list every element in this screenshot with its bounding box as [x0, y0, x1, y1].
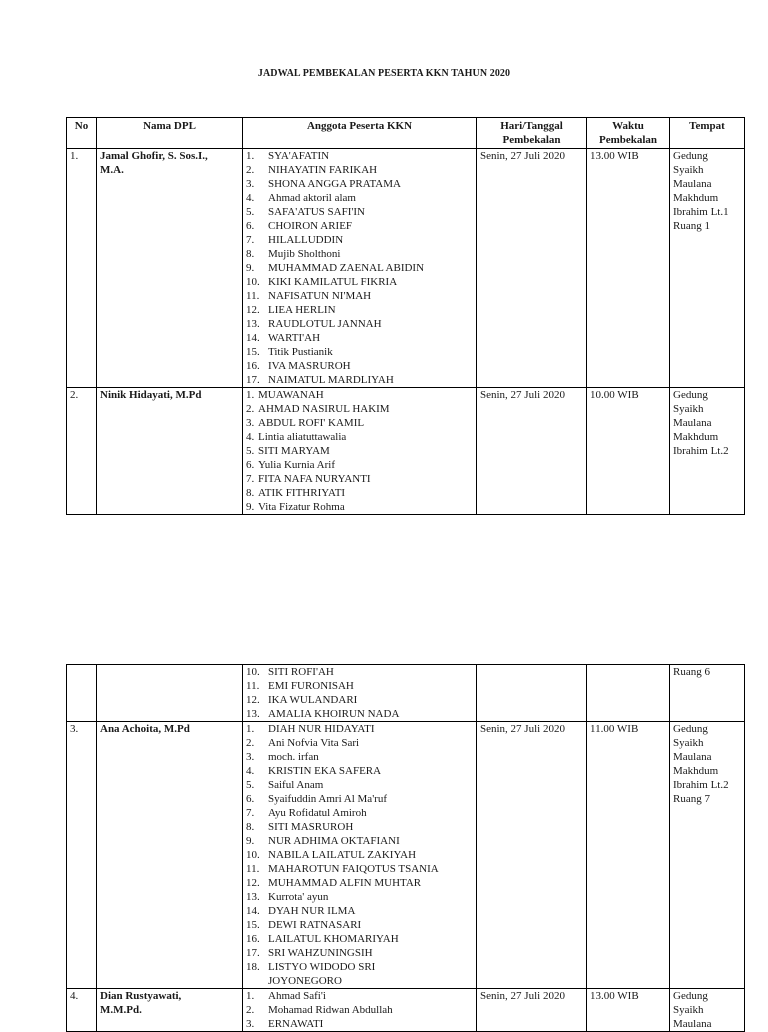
dpl-name [97, 149, 243, 388]
member-name: DIAH NUR HIDAYATI [268, 723, 375, 735]
list-item [246, 430, 473, 444]
members-cell [243, 989, 477, 1032]
member-list [246, 989, 473, 1031]
member-number: 3. [246, 417, 255, 429]
member-number: 15. [246, 919, 260, 931]
list-item [246, 946, 473, 960]
member-name: IKA WULANDARI [268, 694, 358, 706]
row-number [67, 665, 97, 722]
member-number: 12. [246, 694, 260, 706]
list-item [246, 289, 473, 303]
list-item [246, 345, 473, 359]
list-item [246, 1017, 473, 1031]
member-number: 12. [246, 877, 260, 889]
member-number: 18. [246, 961, 260, 973]
header-time-line1: Waktu [612, 120, 644, 132]
place-line: Syaikh [673, 737, 704, 749]
member-number: 16. [246, 933, 260, 945]
dpl-name-line1: Dian Rustyawati, [100, 990, 182, 1002]
header-members: Anggota Peserta KKN [243, 118, 477, 149]
list-item [246, 834, 473, 848]
place-line: Maulana [673, 751, 712, 763]
list-item [246, 679, 473, 693]
member-name: MUAWANAH [258, 389, 324, 401]
dpl-name-line2: M.M.Pd. [100, 1004, 142, 1016]
table-row [67, 722, 745, 989]
place-line: Ruang 1 [673, 220, 710, 232]
member-number: 10. [246, 849, 260, 861]
list-item [246, 1003, 473, 1017]
place-line: Makhdum [673, 431, 719, 443]
schedule-table-page-2 [66, 664, 745, 1032]
header-place: Tempat [670, 118, 745, 149]
member-number: 3. [246, 751, 255, 763]
day-cell: Senin, 27 Juli 2020 [477, 388, 587, 515]
list-item [246, 373, 473, 387]
member-name: RAUDLOTUL JANNAH [268, 318, 382, 330]
list-item [246, 261, 473, 275]
member-name: Vita Fizatur Rohma [258, 501, 345, 513]
place-line: Syaikh [673, 164, 704, 176]
list-item [246, 205, 473, 219]
member-name: Syaifuddin Amri Al Ma'ruf [268, 793, 388, 805]
dpl-name [97, 665, 243, 722]
day-cell: Senin, 27 Juli 2020 [477, 149, 587, 388]
member-number: 1. [246, 723, 255, 735]
row-number: 3. [67, 722, 97, 989]
member-number: 2. [246, 403, 255, 415]
member-name: moch. irfan [268, 751, 319, 763]
header-day-line2: Pembekalan [502, 134, 561, 146]
member-number: 6. [246, 220, 255, 232]
place-line: Maulana [673, 417, 712, 429]
header-day [477, 118, 587, 149]
member-name: EMI FURONISAH [268, 680, 354, 692]
list-item [246, 848, 473, 862]
member-name: Ahmad Safi'i [268, 990, 326, 1002]
member-number: 11. [246, 290, 260, 302]
member-name: DEWI RATNASARI [268, 919, 362, 931]
member-number: 2. [246, 164, 255, 176]
list-item [246, 792, 473, 806]
member-name: LIEA HERLIN [268, 304, 336, 316]
member-name: Ahmad aktoril alam [268, 192, 356, 204]
member-number: 3. [246, 1018, 255, 1030]
time-cell [587, 665, 670, 722]
member-list [246, 665, 473, 721]
member-name: JOYONEGORO [268, 975, 342, 987]
list-item [246, 359, 473, 373]
member-name: Kurrota' ayun [268, 891, 329, 903]
member-number: 10. [246, 666, 260, 678]
row-number: 2. [67, 388, 97, 515]
place-line: Maulana [673, 178, 712, 190]
table-row [67, 989, 745, 1032]
member-number: 2. [246, 1004, 255, 1016]
list-item [246, 331, 473, 345]
member-name: MUHAMMAD ALFIN MUHTAR [268, 877, 422, 889]
place-line: Makhdum [673, 192, 719, 204]
member-number: 7. [246, 807, 255, 819]
member-name: NUR ADHIMA OKTAFIANI [268, 835, 400, 847]
list-item [246, 500, 473, 514]
member-list [246, 149, 473, 387]
member-name: KRISTIN EKA SAFERA [268, 765, 382, 777]
place-line: Ruang 6 [673, 666, 710, 678]
member-name: WARTI'AH [268, 332, 321, 344]
member-name: Ayu Rofidatul Amiroh [268, 807, 367, 819]
list-item [246, 806, 473, 820]
time-cell: 11.00 WIB [587, 722, 670, 989]
list-item [246, 820, 473, 834]
header-day-line1: Hari/Tanggal [500, 120, 563, 132]
list-item [246, 219, 473, 233]
header-time [587, 118, 670, 149]
list-item [246, 247, 473, 261]
member-name: Ani Nofvia Vita Sari [268, 737, 360, 749]
member-number: 1. [246, 990, 255, 1002]
member-name: Lintia aliatuttawalia [258, 431, 347, 443]
member-number: 3. [246, 178, 255, 190]
member-number: 13. [246, 708, 260, 720]
member-number: 7. [246, 473, 255, 485]
member-number: 8. [246, 487, 255, 499]
member-name: MUHAMMAD ZAENAL ABIDIN [268, 262, 425, 274]
member-name: MAHAROTUN FAIQOTUS TSANIA [268, 863, 439, 875]
list-item [246, 163, 473, 177]
list-item [246, 444, 473, 458]
table-row [67, 665, 745, 722]
member-name: Saiful Anam [268, 779, 324, 791]
dpl-name [97, 989, 243, 1032]
member-name: AHMAD NASIRUL HAKIM [258, 403, 390, 415]
member-name: KIKI KAMILATUL FIKRIA [268, 276, 398, 288]
member-number: 11. [246, 863, 260, 875]
list-item [246, 778, 473, 792]
list-item [246, 693, 473, 707]
header-no: No [67, 118, 97, 149]
dpl-name-line1: Ana Achoita, M.Pd [100, 723, 190, 735]
member-name: LAILATUL KHOMARIYAH [268, 933, 399, 945]
member-name: SITI ROFI'AH [268, 666, 334, 678]
day-cell: Senin, 27 Juli 2020 [477, 722, 587, 989]
place-line: Syaikh [673, 1004, 704, 1016]
member-number: 10. [246, 276, 260, 288]
list-item [246, 275, 473, 289]
member-name: SITI MASRUROH [268, 821, 354, 833]
list-item [246, 890, 473, 904]
list-item [246, 707, 473, 721]
time-cell: 13.00 WIB [587, 149, 670, 388]
member-number: 5. [246, 206, 255, 218]
member-number: 5. [246, 445, 255, 457]
member-name: SAFA'ATUS SAFI'IN [268, 206, 365, 218]
list-item [246, 736, 473, 750]
document-title: JADWAL PEMBEKALAN PESERTA KKN TAHUN 2020 [257, 68, 511, 79]
dpl-name-line1: Jamal Ghofir, S. Sos.I., [100, 150, 208, 162]
dpl-name-line2: M.A. [100, 164, 124, 176]
list-item [246, 416, 473, 430]
members-cell [243, 665, 477, 722]
list-item [246, 303, 473, 317]
member-name: NIHAYATIN FARIKAH [268, 164, 378, 176]
member-number: 6. [246, 793, 255, 805]
list-item [246, 876, 473, 890]
list-item [246, 932, 473, 946]
day-cell [477, 665, 587, 722]
member-number: 13. [246, 318, 260, 330]
member-number: 8. [246, 821, 255, 833]
dpl-name [97, 388, 243, 515]
member-number: 16. [246, 360, 260, 372]
list-item [246, 904, 473, 918]
member-name: FITA NAFA NURYANTI [258, 473, 371, 485]
member-number: 1. [246, 389, 255, 401]
member-number: 17. [246, 374, 260, 386]
members-cell [243, 388, 477, 515]
member-number: 14. [246, 905, 260, 917]
member-name: Yulia Kurnia Arif [258, 459, 335, 471]
member-number: 8. [246, 248, 255, 260]
members-cell [243, 149, 477, 388]
member-name: HILALLUDDIN [268, 234, 344, 246]
list-item [246, 918, 473, 932]
list-item [246, 317, 473, 331]
list-item [246, 402, 473, 416]
member-number: 9. [246, 262, 255, 274]
list-item [246, 458, 473, 472]
member-number: 2. [246, 737, 255, 749]
row-number: 4. [67, 989, 97, 1032]
table-row [67, 149, 745, 388]
member-number: 14. [246, 332, 260, 344]
member-number: 12. [246, 304, 260, 316]
member-name: SRI WAHZUNINGSIH [268, 947, 373, 959]
place-line: Syaikh [673, 403, 704, 415]
place-cell [670, 722, 745, 989]
member-name: SHONA ANGGA PRATAMA [268, 178, 401, 190]
place-cell [670, 665, 745, 722]
member-name: NAFISATUN NI'MAH [268, 290, 372, 302]
member-name: NAIMATUL MARDLIYAH [268, 374, 394, 386]
member-number: 7. [246, 234, 255, 246]
member-number: 17. [246, 947, 260, 959]
place-line: Makhdum [673, 765, 719, 777]
place-line: Ruang 7 [673, 793, 710, 805]
member-number: 13. [246, 891, 260, 903]
list-item [246, 472, 473, 486]
list-item [246, 486, 473, 500]
list-item [246, 177, 473, 191]
place-line: Ibrahim Lt.2 [673, 445, 729, 457]
place-cell [670, 388, 745, 515]
list-item [246, 862, 473, 876]
place-cell [670, 989, 745, 1032]
member-number: 1. [246, 150, 255, 162]
list-item [246, 722, 473, 736]
members-cell [243, 722, 477, 989]
schedule-table-page-1 [66, 117, 745, 515]
dpl-name-line1: Ninik Hidayati, M.Pd [100, 389, 202, 401]
table-header-row [67, 118, 745, 149]
member-name: AMALIA KHOIRUN NADA [268, 708, 400, 720]
row-number: 1. [67, 149, 97, 388]
member-number: 15. [246, 346, 260, 358]
member-number: 4. [246, 192, 255, 204]
place-cell [670, 149, 745, 388]
table-row [67, 388, 745, 515]
list-item [246, 665, 473, 679]
member-name: IVA MASRUROH [268, 360, 351, 372]
place-line: Gedung [673, 150, 708, 162]
list-item [246, 750, 473, 764]
dpl-name [97, 722, 243, 989]
place-line: Maulana [673, 1018, 712, 1030]
list-item [246, 149, 473, 163]
place-line: Gedung [673, 389, 708, 401]
member-number: 11. [246, 680, 260, 692]
member-name: Mohamad Ridwan Abdullah [268, 1004, 393, 1016]
member-name: LISTYO WIDODO SRI [268, 961, 376, 973]
member-number: 4. [246, 765, 255, 777]
member-name: ATIK FITHRIYATI [258, 487, 346, 499]
list-item [246, 764, 473, 778]
member-number: 5. [246, 779, 255, 791]
list-item [246, 233, 473, 247]
list-item-continuation [246, 974, 473, 988]
member-list [246, 388, 473, 514]
list-item [246, 960, 473, 974]
list-item [246, 388, 473, 402]
member-name: SITI MARYAM [258, 445, 330, 457]
member-name: SYA'AFATIN [268, 150, 330, 162]
day-cell: Senin, 27 Juli 2020 [477, 989, 587, 1032]
time-cell: 10.00 WIB [587, 388, 670, 515]
list-item [246, 191, 473, 205]
place-line: Ibrahim Lt.1 [673, 206, 729, 218]
member-name: ABDUL ROFI' KAMIL [258, 417, 365, 429]
member-name: CHOIRON ARIEF [268, 220, 353, 232]
member-name: Mujib Sholthoni [268, 248, 341, 260]
member-number: 6. [246, 459, 255, 471]
member-name: DYAH NUR ILMA [268, 905, 356, 917]
list-item [246, 989, 473, 1003]
header-dpl: Nama DPL [97, 118, 243, 149]
member-number: 9. [246, 835, 255, 847]
place-line: Ibrahim Lt.2 [673, 779, 729, 791]
member-name: Titik Pustianik [268, 346, 333, 358]
member-list [246, 722, 473, 988]
place-line: Gedung [673, 990, 708, 1002]
member-number: 9. [246, 501, 255, 513]
member-name: ERNAWATI [268, 1018, 324, 1030]
member-number: 4. [246, 431, 255, 443]
place-line: Gedung [673, 723, 708, 735]
member-name: NABILA LAILATUL ZAKIYAH [268, 849, 417, 861]
time-cell: 13.00 WIB [587, 989, 670, 1032]
header-time-line2: Pembekalan [598, 134, 658, 146]
